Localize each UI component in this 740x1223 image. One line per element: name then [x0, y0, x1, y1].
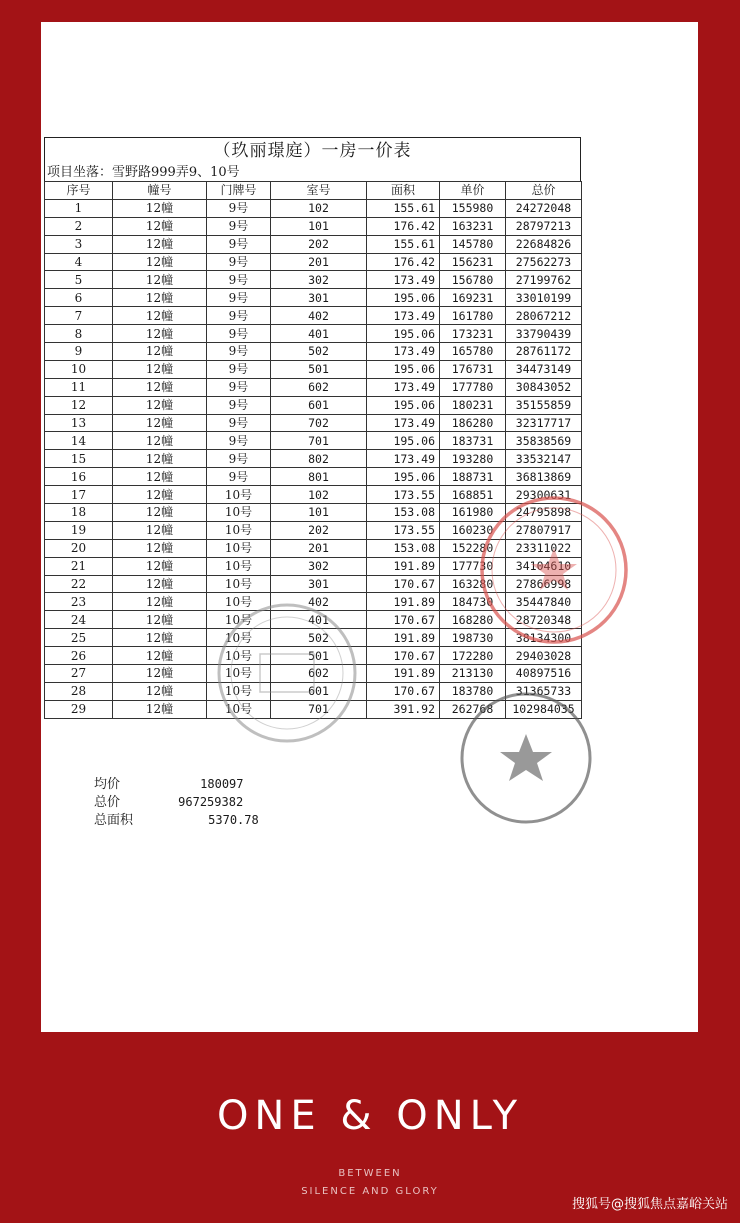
- table-cell: 402: [271, 307, 367, 325]
- table-cell: 35838569: [506, 432, 582, 450]
- table-cell: 27807917: [506, 521, 582, 539]
- table-cell: 12幢: [113, 575, 207, 593]
- table-cell: 9: [45, 343, 113, 361]
- table-cell: 401: [271, 325, 367, 343]
- price-document: [44, 137, 581, 719]
- table-cell: 9号: [207, 199, 271, 217]
- table-cell: 9号: [207, 325, 271, 343]
- table-cell: 24272048: [506, 199, 582, 217]
- table-cell: 177730: [440, 557, 506, 575]
- table-row: [45, 504, 582, 522]
- table-cell: 27562273: [506, 253, 582, 271]
- table-cell: 12幢: [113, 539, 207, 557]
- table-cell: 191.89: [367, 629, 440, 647]
- table-body: [45, 199, 582, 718]
- table-cell: 30843052: [506, 378, 582, 396]
- table-cell: 12幢: [113, 647, 207, 665]
- table-cell: 173.49: [367, 450, 440, 468]
- column-header: 幢号: [113, 182, 207, 200]
- table-cell: 34473149: [506, 360, 582, 378]
- table-cell: 173.55: [367, 486, 440, 504]
- table-cell: 12幢: [113, 593, 207, 611]
- table-row: [45, 289, 582, 307]
- table-cell: 262768: [440, 700, 506, 718]
- table-cell: 12幢: [113, 665, 207, 683]
- table-cell: 173.49: [367, 378, 440, 396]
- table-row: [45, 235, 582, 253]
- table-cell: 21: [45, 557, 113, 575]
- table-row: [45, 271, 582, 289]
- table-row: [45, 199, 582, 217]
- table-cell: 802: [271, 450, 367, 468]
- table-cell: 12幢: [113, 521, 207, 539]
- table-cell: 184730: [440, 593, 506, 611]
- source-watermark: 搜狐号@搜狐焦点嘉峪关站: [571, 1197, 728, 1212]
- table-cell: 12幢: [113, 611, 207, 629]
- table-cell: 170.67: [367, 575, 440, 593]
- table-cell: 602: [271, 665, 367, 683]
- table-cell: 8: [45, 325, 113, 343]
- table-cell: 195.06: [367, 396, 440, 414]
- brand-tagline: SILENCE AND GLORY: [301, 1186, 439, 1197]
- table-cell: 12幢: [113, 414, 207, 432]
- table-cell: 173.49: [367, 343, 440, 361]
- table-cell: 165780: [440, 343, 506, 361]
- table-row: [45, 557, 582, 575]
- table-cell: 163231: [440, 217, 506, 235]
- table-cell: 9号: [207, 343, 271, 361]
- table-cell: 176.42: [367, 217, 440, 235]
- table-row: [45, 450, 582, 468]
- table-cell: 168280: [440, 611, 506, 629]
- table-cell: 176.42: [367, 253, 440, 271]
- table-cell: 168851: [440, 486, 506, 504]
- table-cell: 601: [271, 682, 367, 700]
- summary-area: [94, 811, 259, 829]
- table-cell: 213130: [440, 665, 506, 683]
- table-cell: 9号: [207, 378, 271, 396]
- table-cell: 176731: [440, 360, 506, 378]
- table-cell: 10号: [207, 647, 271, 665]
- summary-average: [94, 775, 259, 793]
- table-cell: 18: [45, 504, 113, 522]
- table-cell: 501: [271, 647, 367, 665]
- table-cell: 12幢: [113, 557, 207, 575]
- table-row: [45, 575, 582, 593]
- table-cell: 173.55: [367, 521, 440, 539]
- table-cell: 10号: [207, 593, 271, 611]
- table-cell: 10号: [207, 629, 271, 647]
- table-cell: 12: [45, 396, 113, 414]
- table-cell: 33532147: [506, 450, 582, 468]
- table-cell: 191.89: [367, 557, 440, 575]
- table-cell: 602: [271, 378, 367, 396]
- table-row: [45, 468, 582, 486]
- table-cell: 12幢: [113, 468, 207, 486]
- summary-value: 967259382: [178, 795, 244, 809]
- table-cell: 12幢: [113, 289, 207, 307]
- table-cell: 4: [45, 253, 113, 271]
- table-cell: 102: [271, 486, 367, 504]
- table-cell: 19: [45, 521, 113, 539]
- table-cell: 12幢: [113, 700, 207, 718]
- project-location: 项目坐落：雪野路999弄9、10号: [44, 164, 581, 181]
- table-row: [45, 378, 582, 396]
- table-row: [45, 611, 582, 629]
- table-cell: 1: [45, 199, 113, 217]
- summary-label: 总面积: [94, 813, 134, 828]
- table-cell: 14: [45, 432, 113, 450]
- table-cell: 201: [271, 539, 367, 557]
- table-cell: 9号: [207, 235, 271, 253]
- table-cell: 12幢: [113, 271, 207, 289]
- table-cell: 195.06: [367, 325, 440, 343]
- table-cell: 195.06: [367, 360, 440, 378]
- table-cell: 10号: [207, 504, 271, 522]
- table-cell: 9号: [207, 271, 271, 289]
- table-cell: 12幢: [113, 486, 207, 504]
- table-cell: 202: [271, 235, 367, 253]
- table-cell: 170.67: [367, 682, 440, 700]
- table-cell: 11: [45, 378, 113, 396]
- table-cell: 12幢: [113, 235, 207, 253]
- table-cell: 12幢: [113, 217, 207, 235]
- table-cell: 13: [45, 414, 113, 432]
- table-cell: 12幢: [113, 199, 207, 217]
- table-row: [45, 700, 582, 718]
- table-cell: 153.08: [367, 504, 440, 522]
- table-cell: 161980: [440, 504, 506, 522]
- table-cell: 10号: [207, 557, 271, 575]
- table-cell: 35155859: [506, 396, 582, 414]
- table-cell: 26: [45, 647, 113, 665]
- table-cell: 195.06: [367, 289, 440, 307]
- table-cell: 502: [271, 629, 367, 647]
- table-cell: 170.67: [367, 611, 440, 629]
- table-cell: 702: [271, 414, 367, 432]
- summary-label: 总价: [94, 795, 121, 810]
- table-cell: 301: [271, 575, 367, 593]
- table-cell: 12幢: [113, 307, 207, 325]
- summary-label: 均价: [94, 777, 121, 792]
- table-row: [45, 414, 582, 432]
- table-cell: 102: [271, 199, 367, 217]
- table-cell: 177780: [440, 378, 506, 396]
- table-cell: 27866998: [506, 575, 582, 593]
- table-cell: 9号: [207, 450, 271, 468]
- column-header: 门牌号: [207, 182, 271, 200]
- table-cell: 12幢: [113, 325, 207, 343]
- summary-value: 180097: [200, 777, 244, 791]
- table-cell: 9号: [207, 396, 271, 414]
- table-cell: 28797213: [506, 217, 582, 235]
- table-row: [45, 682, 582, 700]
- table-cell: 10号: [207, 700, 271, 718]
- table-cell: 601: [271, 396, 367, 414]
- table-cell: 6: [45, 289, 113, 307]
- table-cell: 302: [271, 557, 367, 575]
- table-cell: 188731: [440, 468, 506, 486]
- table-cell: 10号: [207, 539, 271, 557]
- table-row: [45, 325, 582, 343]
- table-cell: 10号: [207, 611, 271, 629]
- column-header: 面积: [367, 182, 440, 200]
- table-cell: 9号: [207, 307, 271, 325]
- brand-logo: ONE & ONLY: [216, 1093, 524, 1139]
- table-cell: 153.08: [367, 539, 440, 557]
- table-row: [45, 217, 582, 235]
- table-cell: 17: [45, 486, 113, 504]
- table-row: [45, 665, 582, 683]
- table-cell: 191.89: [367, 593, 440, 611]
- table-cell: 28761172: [506, 343, 582, 361]
- table-cell: 173.49: [367, 414, 440, 432]
- table-cell: 156231: [440, 253, 506, 271]
- table-cell: 180231: [440, 396, 506, 414]
- table-row: [45, 521, 582, 539]
- table-cell: 12幢: [113, 396, 207, 414]
- table-row: [45, 647, 582, 665]
- column-header: 序号: [45, 182, 113, 200]
- table-cell: 38134300: [506, 629, 582, 647]
- table-cell: 163280: [440, 575, 506, 593]
- table-cell: 145780: [440, 235, 506, 253]
- table-cell: 156780: [440, 271, 506, 289]
- table-cell: 12幢: [113, 378, 207, 396]
- table-cell: 402: [271, 593, 367, 611]
- column-header: 单价: [440, 182, 506, 200]
- table-cell: 20: [45, 539, 113, 557]
- table-cell: 24: [45, 611, 113, 629]
- table-cell: 15: [45, 450, 113, 468]
- table-cell: 9号: [207, 253, 271, 271]
- price-table: [44, 181, 582, 719]
- table-cell: 172280: [440, 647, 506, 665]
- table-cell: 161780: [440, 307, 506, 325]
- table-cell: 195.06: [367, 432, 440, 450]
- table-cell: 12幢: [113, 504, 207, 522]
- table-row: [45, 593, 582, 611]
- table-cell: 202: [271, 521, 367, 539]
- table-cell: 12幢: [113, 432, 207, 450]
- table-row: [45, 307, 582, 325]
- table-cell: 10号: [207, 575, 271, 593]
- table-cell: 16: [45, 468, 113, 486]
- summary-block: [94, 775, 259, 829]
- table-cell: 186280: [440, 414, 506, 432]
- table-cell: 102984035: [506, 700, 582, 718]
- table-cell: 34104610: [506, 557, 582, 575]
- table-cell: 9号: [207, 468, 271, 486]
- table-cell: 191.89: [367, 665, 440, 683]
- table-cell: 501: [271, 360, 367, 378]
- table-cell: 173.49: [367, 307, 440, 325]
- table-cell: 401: [271, 611, 367, 629]
- table-cell: 101: [271, 504, 367, 522]
- table-cell: 2: [45, 217, 113, 235]
- table-cell: 35447840: [506, 593, 582, 611]
- table-cell: 9号: [207, 217, 271, 235]
- table-row: [45, 486, 582, 504]
- table-cell: 5: [45, 271, 113, 289]
- table-cell: 3: [45, 235, 113, 253]
- table-cell: 173.49: [367, 271, 440, 289]
- table-cell: 40897516: [506, 665, 582, 683]
- table-cell: 173231: [440, 325, 506, 343]
- table-cell: 12幢: [113, 343, 207, 361]
- document-title: （玖丽璟庭）一房一价表: [44, 137, 581, 164]
- table-cell: 29: [45, 700, 113, 718]
- table-cell: 10号: [207, 665, 271, 683]
- table-cell: 183731: [440, 432, 506, 450]
- table-cell: 12幢: [113, 360, 207, 378]
- table-cell: 801: [271, 468, 367, 486]
- table-cell: 155980: [440, 199, 506, 217]
- table-cell: 201: [271, 253, 367, 271]
- brand-tagline: BETWEEN: [338, 1168, 402, 1179]
- table-cell: 10号: [207, 682, 271, 700]
- table-row: [45, 343, 582, 361]
- table-row: [45, 253, 582, 271]
- table-cell: 24795898: [506, 504, 582, 522]
- table-cell: 29403028: [506, 647, 582, 665]
- table-cell: 23: [45, 593, 113, 611]
- table-row: [45, 539, 582, 557]
- table-cell: 12幢: [113, 450, 207, 468]
- table-row: [45, 360, 582, 378]
- table-row: [45, 396, 582, 414]
- table-cell: 9号: [207, 289, 271, 307]
- table-cell: 12幢: [113, 629, 207, 647]
- table-header-row: [45, 182, 582, 200]
- column-header: 总价: [506, 182, 582, 200]
- table-cell: 301: [271, 289, 367, 307]
- table-cell: 502: [271, 343, 367, 361]
- table-cell: 155.61: [367, 199, 440, 217]
- table-cell: 28: [45, 682, 113, 700]
- table-cell: 12幢: [113, 682, 207, 700]
- table-cell: 28720348: [506, 611, 582, 629]
- table-row: [45, 432, 582, 450]
- table-cell: 31365733: [506, 682, 582, 700]
- table-cell: 302: [271, 271, 367, 289]
- table-cell: 155.61: [367, 235, 440, 253]
- table-cell: 23311022: [506, 539, 582, 557]
- table-cell: 9号: [207, 432, 271, 450]
- table-cell: 701: [271, 700, 367, 718]
- table-cell: 198730: [440, 629, 506, 647]
- table-cell: 33010199: [506, 289, 582, 307]
- table-cell: 32317717: [506, 414, 582, 432]
- table-cell: 28067212: [506, 307, 582, 325]
- table-cell: 9号: [207, 360, 271, 378]
- table-cell: 22684826: [506, 235, 582, 253]
- table-cell: 33790439: [506, 325, 582, 343]
- table-cell: 10号: [207, 486, 271, 504]
- table-cell: 183780: [440, 682, 506, 700]
- table-cell: 10: [45, 360, 113, 378]
- table-cell: 195.06: [367, 468, 440, 486]
- table-cell: 10号: [207, 521, 271, 539]
- table-cell: 22: [45, 575, 113, 593]
- table-cell: 27199762: [506, 271, 582, 289]
- table-cell: 101: [271, 217, 367, 235]
- table-cell: 29300631: [506, 486, 582, 504]
- table-cell: 152280: [440, 539, 506, 557]
- table-cell: 391.92: [367, 700, 440, 718]
- table-cell: 169231: [440, 289, 506, 307]
- table-row: [45, 629, 582, 647]
- table-cell: 193280: [440, 450, 506, 468]
- table-cell: 36813869: [506, 468, 582, 486]
- table-cell: 701: [271, 432, 367, 450]
- table-cell: 25: [45, 629, 113, 647]
- table-cell: 27: [45, 665, 113, 683]
- table-cell: 7: [45, 307, 113, 325]
- table-cell: 12幢: [113, 253, 207, 271]
- column-header: 室号: [271, 182, 367, 200]
- summary-value: 5370.78: [208, 813, 259, 827]
- table-cell: 170.67: [367, 647, 440, 665]
- table-cell: 9号: [207, 414, 271, 432]
- summary-total: [94, 793, 259, 811]
- table-cell: 160230: [440, 521, 506, 539]
